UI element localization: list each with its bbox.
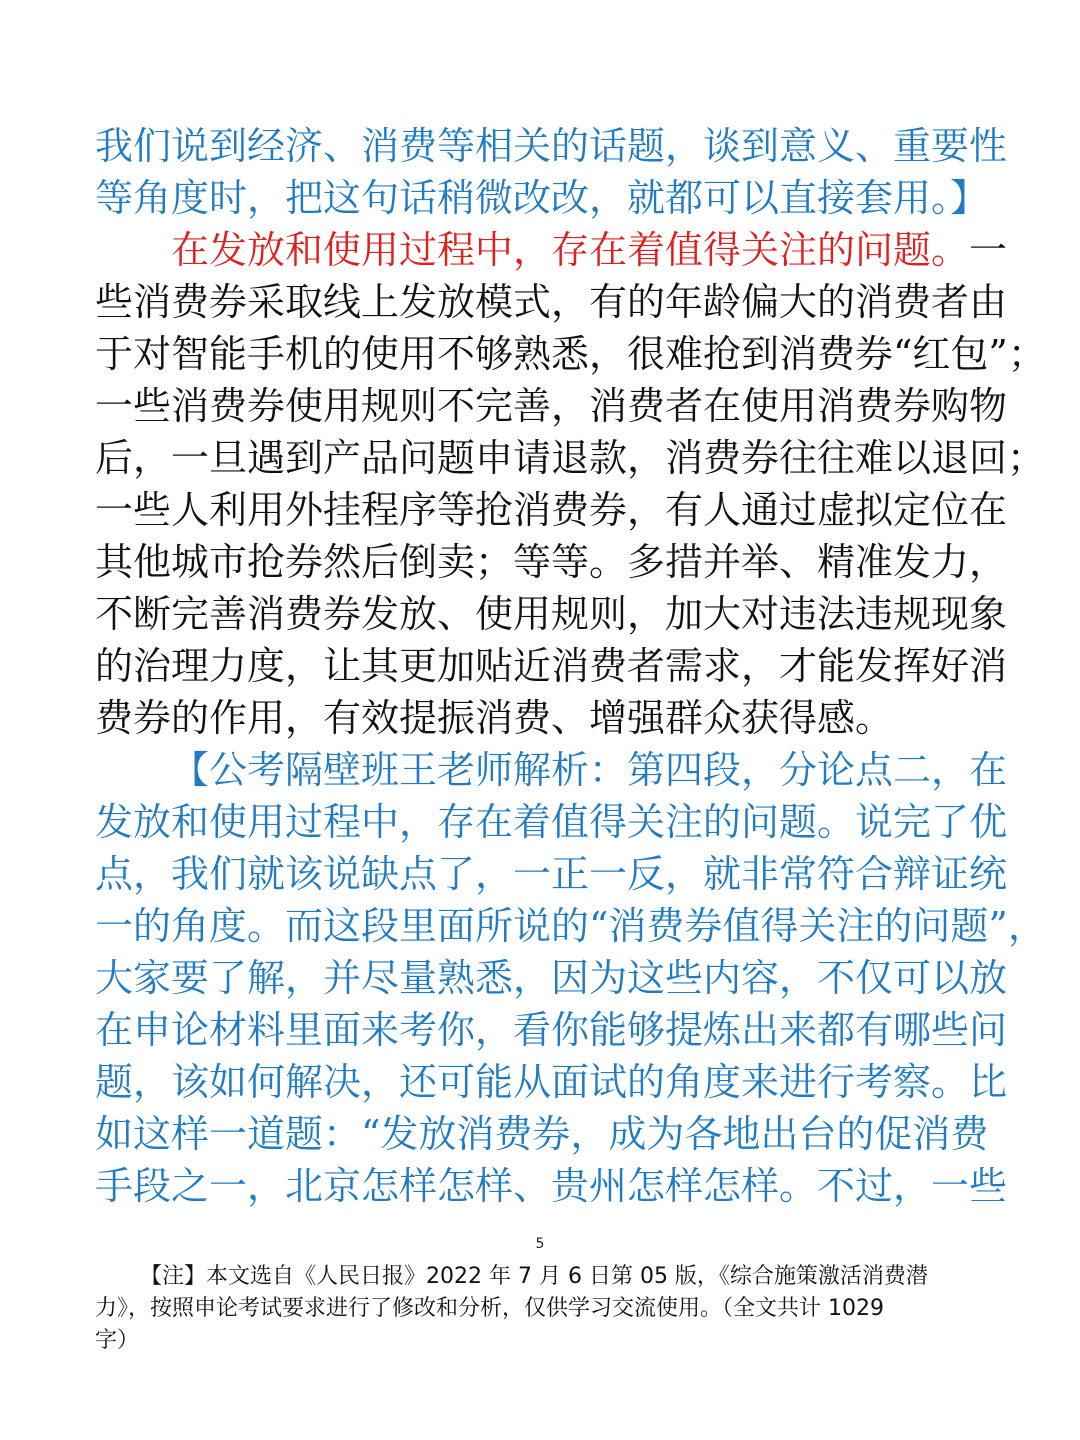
paragraph-first-line [171, 222, 1008, 278]
body-line: 后，一旦遇到产品问题申请退款，消费券往往难以退回； [95, 436, 1046, 480]
footnote-line: 字） [95, 1328, 140, 1353]
commentary-line: 等角度时，把这句话稍微改改，就都可以直接套用。】 [95, 176, 989, 220]
body-line: 其他城市抢券然后倒卖；等等。多措并举、精准发力， [95, 540, 1008, 584]
commentary-line: 题，该如何解决，还可能从面试的角度来进行考察。比 [95, 1060, 1008, 1104]
commentary-line: 点，我们就该说缺点了，一正一反，就非常符合辩证统 [95, 852, 1008, 896]
body-line: 费券的作用，有效提振消费、增强群众获得感。 [95, 696, 894, 740]
body-line: 一些消费券使用规则不完善，消费者在使用消费券购物 [95, 384, 1008, 428]
commentary-line: 在申论材料里面来考你，看你能够提炼出来都有哪些问 [95, 1008, 1008, 1052]
body-text: 一 [969, 228, 1008, 272]
commentary-line: 我们说到经济、消费等相关的话题，谈到意义、重要性 [95, 124, 1008, 168]
commentary-line: 发放和使用过程中，存在着值得关注的问题。说完了优 [95, 800, 1008, 844]
commentary-line: 大家要了解，并尽量熟悉，因为这些内容，不仅可以放 [95, 956, 1008, 1000]
body-line: 的治理力度，让其更加贴近消费者需求，才能发挥好消 [95, 644, 1008, 688]
body-line: 一些人利用外挂程序等抢消费券，有人通过虚拟定位在 [95, 488, 1008, 532]
page-number: 5 [535, 1236, 545, 1252]
body-line: 不断完善消费券发放、使用规则，加大对违法违规现象 [95, 592, 1008, 636]
topic-sentence: 在发放和使用过程中，存在着值得关注的问题。 [171, 228, 970, 272]
body-line: 于对智能手机的使用不够熟悉，很难抢到消费券“红包”； [95, 332, 1046, 376]
body-line: 些消费券采取线上发放模式，有的年龄偏大的消费者由 [95, 280, 1008, 324]
commentary-line: 一的角度。而这段里面所说的“消费券值得关注的问题”， [95, 904, 1046, 948]
footnote-line: 【注】本文选自《人民日报》2022 年 7 月 6 日第 05 版，《综合施策激活消费潜 [140, 1264, 928, 1289]
commentary-line: 如这样一道题：“发放消费券，成为各地出台的促消费 [95, 1112, 989, 1156]
footnote-line: 力》，按照申论考试要求进行了修改和分析，仅供学习交流使用。（全文共计 1029 [95, 1296, 884, 1321]
commentary-first-line: 【公考隔壁班王老师解析：第四段，分论点二，在 [171, 748, 1008, 792]
commentary-line: 手段之一，北京怎样怎样、贵州怎样怎样。不过，一些 [95, 1164, 1008, 1208]
